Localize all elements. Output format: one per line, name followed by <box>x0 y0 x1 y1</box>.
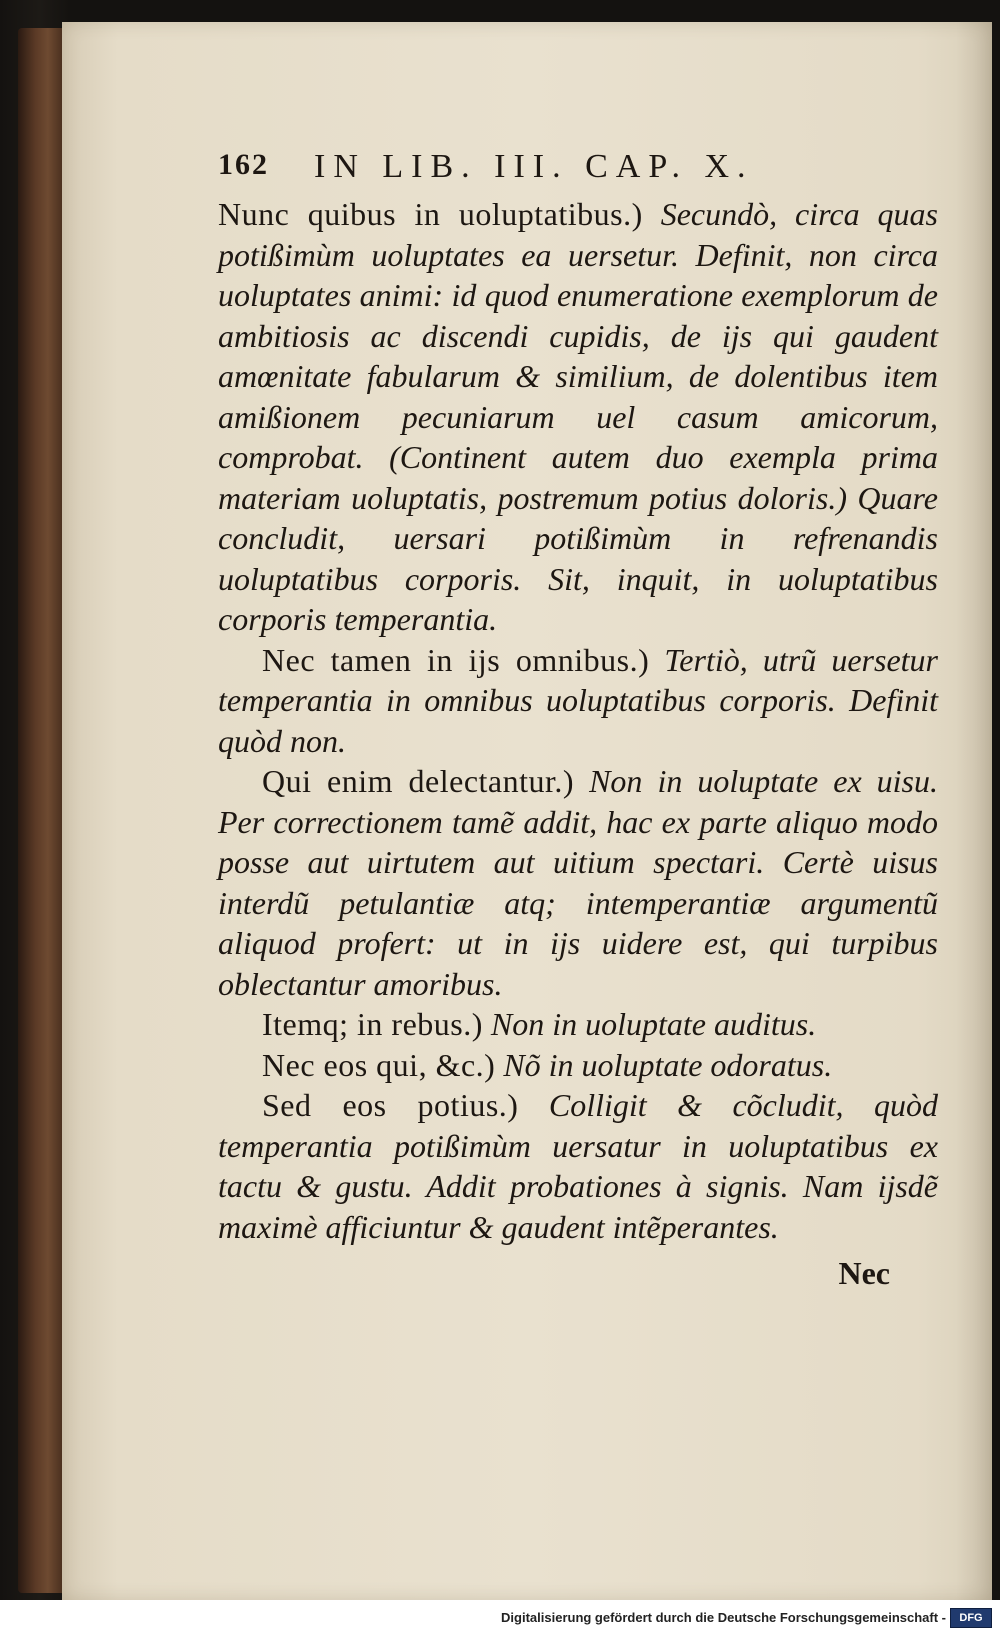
commentary-text: Nõ in uoluptate odoratus. <box>495 1046 833 1083</box>
lemma: Nec eos qui, &c.) <box>262 1046 496 1083</box>
lemma: Nec tamen in ijs omnibus.) <box>262 641 650 678</box>
running-head <box>218 148 938 194</box>
paragraph <box>218 640 938 762</box>
folio-number: 162 <box>218 148 269 181</box>
paragraph <box>218 1085 938 1247</box>
running-head-title: IN LIB. III. CAP. X. <box>314 148 754 185</box>
page-shadow <box>956 22 992 1600</box>
paragraph <box>218 1045 938 1086</box>
dfg-logo-icon: DFG <box>950 1608 992 1628</box>
catchword: Nec <box>838 1255 890 1291</box>
commentary-text: Colligit & cõcludit, quòd temperantia potißimùm uersatur in uoluptatibus ex tactu & gustu. Addit probationes à signis. Nam ijsdẽ maximè afficiuntur & gaudent intẽperantes. <box>218 1087 939 1245</box>
paragraph <box>218 1004 938 1045</box>
page-text-block <box>218 148 938 1293</box>
commentary-text: Tertiò, utrũ uersetur temperantia in omnibus uoluptatibus corporis. Definit quòd non. <box>218 641 938 759</box>
digitization-footer <box>0 1600 1000 1635</box>
commentary-text: Non in uoluptate auditus. <box>482 1006 817 1042</box>
commentary-text: Non in uoluptate ex uisu. Per correctionem tamẽ addit, hac ex parte aliquo modo posse aut uirtutem aut uitium spectari. Certè uisus interdũ petulantiæ atq; intemperantiæ argumentũ aliquod profert: ut in ijs uidere est, qui turpibus oblectantur amoribus. <box>218 763 939 1002</box>
book-spine-edge <box>18 28 68 1593</box>
funding-credit: Digitalisierung gefördert durch die Deutsche Forschungsgemeinschaft - <box>501 1610 946 1625</box>
lemma: Nunc quibus in uoluptatibus.) <box>218 196 643 232</box>
lemma: Itemq; in rebus.) <box>262 1006 483 1042</box>
commentary-text: Secundò, circa quas potißimùm uoluptates ea uersetur. Definit, non circa uoluptates animi: id quod enumeratione exemplorum de ambitiosis ac discendi cupidis, de ijs qui gaudent amœnitate fabularum & similium, de dolentibus item amißionem pecuniarum uel casum amicorum, comprobat. (Continent autem duo exempla prima materiam uoluptatis, postremum potius doloris.) Quare concludit, uersari potißimùm in refrenandis uoluptatibus corporis. Sit, inquit, in uoluptatibus corporis temperantia. <box>218 196 938 637</box>
lemma: Qui enim delectantur.) <box>262 763 575 799</box>
paragraph <box>218 194 938 640</box>
lemma: Sed eos potius.) <box>262 1087 519 1123</box>
paragraph <box>218 761 938 1004</box>
